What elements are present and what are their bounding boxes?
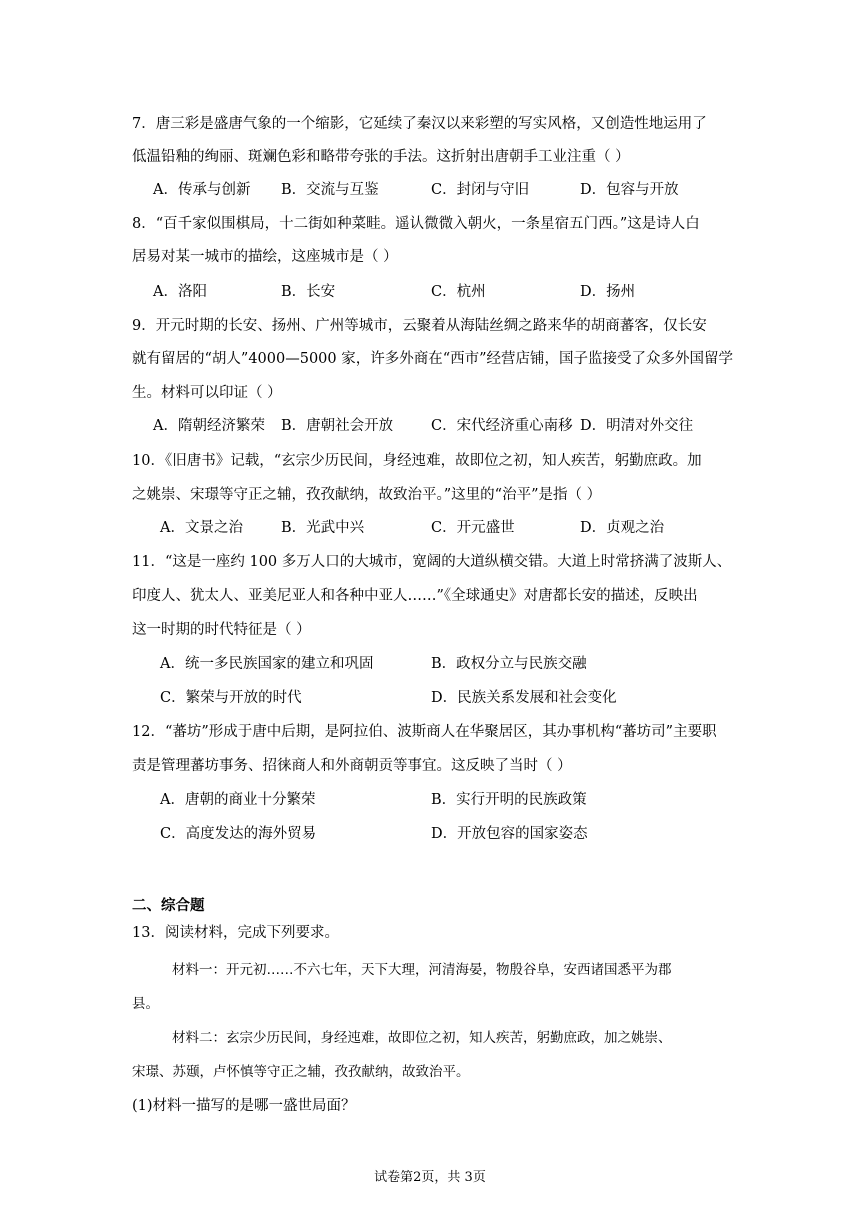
q13-material-1-line1: 材料一：开元初……不六七年，天下大理，河清海晏，物殷谷阜，安西诸国悉平为郡 xyxy=(172,962,672,978)
q8-option-b: B．长安 xyxy=(281,284,336,300)
q11-stem-line2: 印度人、犹太人、亚美尼亚人和各种中亚人……”《全球通史》对唐都长安的描述，反映出 xyxy=(132,588,698,604)
q11-stem-line1: 11．“这是一座约 100 多万人口的大城市，宽阔的大道纵横交错。大道上时常挤满了波斯人、 xyxy=(132,554,732,570)
q9-stem-line1: 9．开元时期的长安、扬州、广州等城市，云聚着从海陆丝绸之路来华的胡商蕃客，仅长安 xyxy=(132,318,707,334)
q12-option-a: A．唐朝的商业十分繁荣 xyxy=(160,792,316,808)
q10-option-a: A．文景之治 xyxy=(160,520,243,536)
q13-intro: 13．阅读材料，完成下列要求。 xyxy=(132,925,339,941)
q8-option-d: D．扬州 xyxy=(580,284,636,300)
q12-option-b: B．实行开明的民族政策 xyxy=(431,792,587,808)
q13-material-2-line1: 材料二：玄宗少历民间，身经迍难，故即位之初，知人疾苦，躬勤庶政，加之姚崇、 xyxy=(172,1030,672,1046)
q7-option-b: B．交流与互鉴 xyxy=(281,182,379,198)
q13-material-1-line2: 县。 xyxy=(132,996,159,1012)
q12-stem-line1: 12．“蕃坊”形成于唐中后期，是阿拉伯、波斯商人在华聚居区，其办事机构“蕃坊司”主要职 xyxy=(132,724,717,740)
q11-option-c: C．繁荣与开放的时代 xyxy=(160,690,302,706)
q9-option-b: B．唐朝社会开放 xyxy=(281,418,394,434)
q9-stem-line2: 就有留居的“胡人”4000—5000 家，许多外商在“西市”经营店铺，国子监接受了众多外国留学 xyxy=(132,351,734,367)
q11-option-b: B．政权分立与民族交融 xyxy=(431,656,587,672)
q12-option-d: D．开放包容的国家姿态 xyxy=(431,826,588,842)
q8-stem-line2: 居易对某一城市的描绘，这座城市是（ ） xyxy=(132,249,398,265)
q10-stem-line2: 之姚崇、宋璟等守正之辅，孜孜献纳，故致治平。”这里的“治平”是指（ ） xyxy=(132,487,602,503)
q7-stem-line1: 7．唐三彩是盛唐气象的一个缩影，它延续了秦汉以来彩塑的写实风格，又创造性地运用了 xyxy=(132,116,707,132)
q10-stem-line1: 10．《旧唐书》记载，“玄宗少历民间，身经迍难，故即位之初，知人疾苦，躬勤庶政。加 xyxy=(132,453,702,469)
q10-option-b: B．光武中兴 xyxy=(281,520,365,536)
q7-stem-line2: 低温铅釉的绚丽、斑斓色彩和略带夸张的手法。这折射出唐朝手工业注重（ ） xyxy=(132,149,630,165)
q13-material-2-line2: 宋璟、苏颋，卢怀慎等守正之辅，孜孜献纳，故致治平。 xyxy=(132,1064,470,1080)
q7-option-a: A．传承与创新 xyxy=(153,182,251,198)
q9-option-c: C．宋代经济重心南移 xyxy=(431,418,573,434)
q9-stem-line3: 生。材料可以印证（ ） xyxy=(132,385,282,401)
q11-stem-line3: 这一时期的时代特征是（ ） xyxy=(132,622,311,638)
page-footer: 试卷第2页，共 3页 xyxy=(374,1170,486,1185)
q7-option-d: D．包容与开放 xyxy=(580,182,679,198)
q10-option-d: D．贞观之治 xyxy=(580,520,665,536)
section-title: 二、综合题 xyxy=(132,897,205,914)
q8-option-c: C．杭州 xyxy=(431,284,486,300)
q8-option-a: A．洛阳 xyxy=(153,284,207,300)
q11-option-d: D．民族关系发展和社会变化 xyxy=(431,690,617,706)
q12-stem-line2: 责是管理蕃坊事务、招徕商人和外商朝贡等事宜。这反映了当时（ ） xyxy=(132,758,572,774)
q12-option-c: C．高度发达的海外贸易 xyxy=(160,826,317,842)
q8-stem-line1: 8．“百千家似围棋局，十二街如种菜畦。遥认微微入朝火，一条星宿五门西。”这是诗人白 xyxy=(132,216,700,232)
q9-option-a: A．隋朝经济繁荣 xyxy=(153,418,265,434)
q10-option-c: C．开元盛世 xyxy=(431,520,515,536)
q11-option-a: A．统一多民族国家的建立和巩固 xyxy=(160,656,374,672)
q9-option-d: D．明清对外交往 xyxy=(580,418,694,434)
q13-subquestion-1: (1)材料一描写的是哪一盛世局面？ xyxy=(132,1098,356,1114)
q7-option-c: C．封闭与守旧 xyxy=(431,182,530,198)
